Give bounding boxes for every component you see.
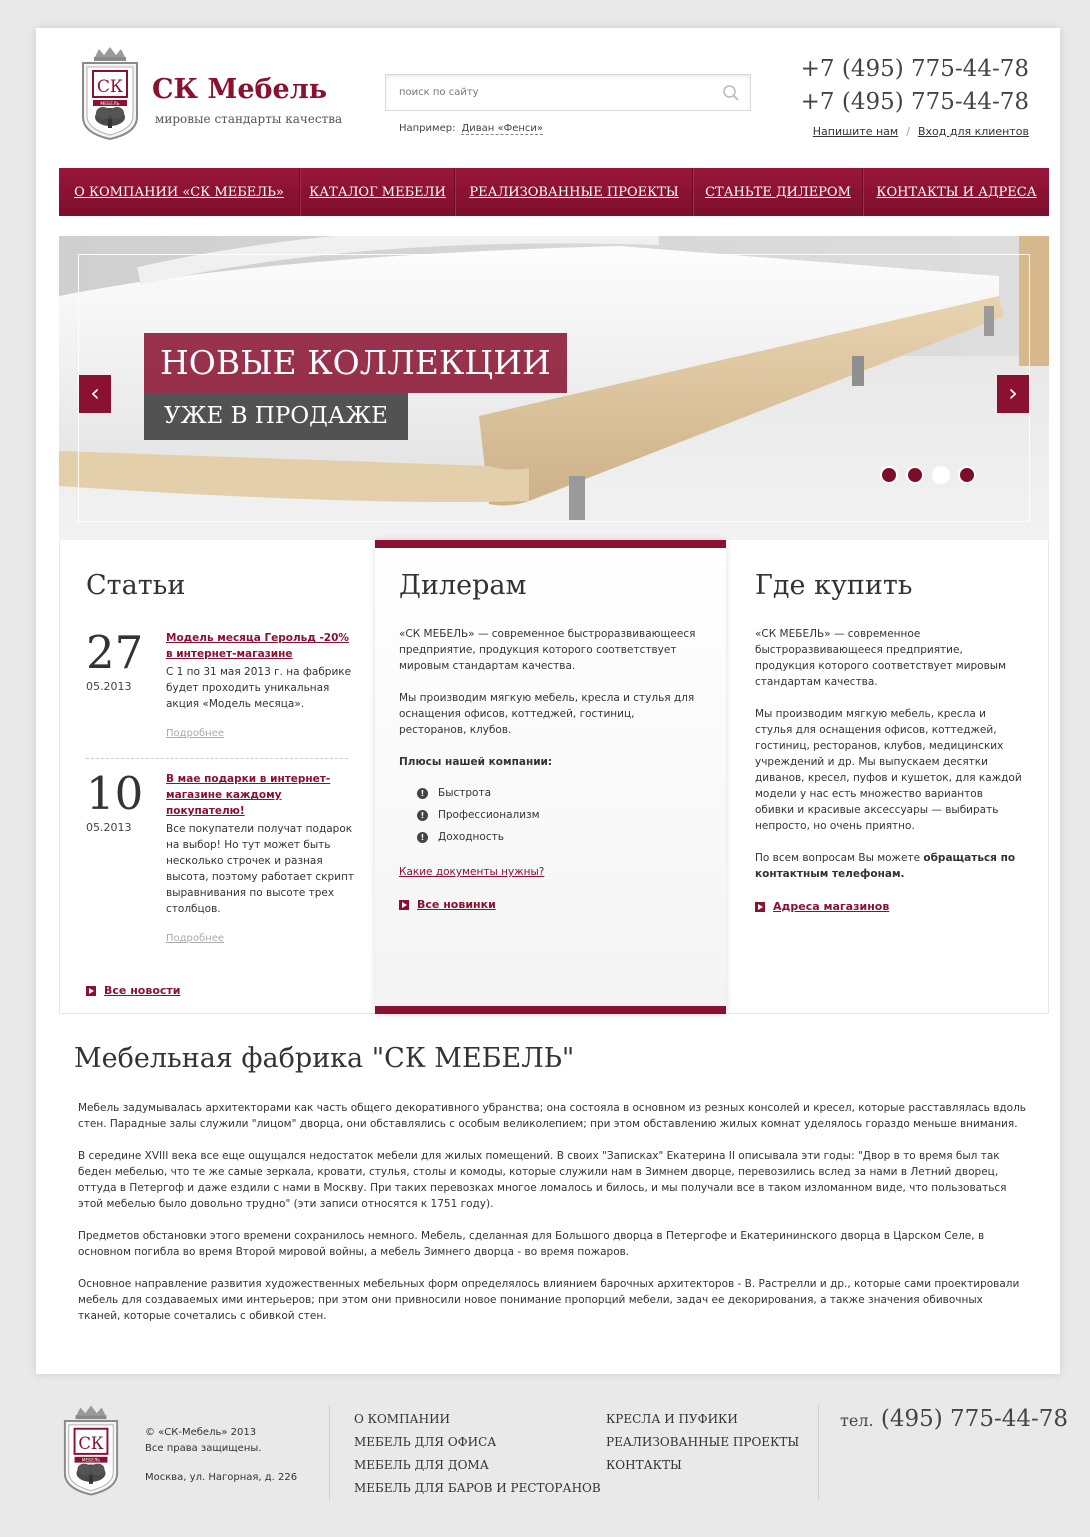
- exclamation-icon: !: [417, 832, 428, 843]
- arrow-right-icon: [755, 902, 765, 912]
- nav-item-contacts[interactable]: КОНТАКТЫ И АДРЕСА: [863, 168, 1049, 216]
- nav-item-catalog[interactable]: КАТАЛОГ МЕБЕЛИ: [300, 168, 455, 216]
- slide-title: НОВЫЕ КОЛЛЕКЦИИ: [144, 333, 567, 393]
- hero-slider: [59, 236, 1049, 540]
- header-phone-2: +7 (495) 775-44-78: [800, 89, 1029, 115]
- footer-phone: [840, 1406, 1068, 1432]
- footer-menu-item[interactable]: МЕБЕЛЬ ДЛЯ ДОМА: [354, 1458, 489, 1472]
- where-text-3-pre: По всем вопросам Вы можете: [755, 852, 924, 864]
- header-phone-1: +7 (495) 775-44-78: [800, 56, 1029, 82]
- where-text-2: Мы производим мягкую мебель, кресла и стулья для оснащения офисов, коттеджей, гостиниц, ресторанов, клубов, медицинских учреждений и др. Мы выпускаем десятки диванов, кресел, пуфов и кушеток, для каждой модели у нас есть множество вариантов обивки и красивые аксессуары — выбирать непросто, но очень приятно.: [755, 708, 1022, 832]
- header-links: [813, 125, 1029, 138]
- exclamation-icon: !: [417, 788, 428, 799]
- news-body: [166, 771, 356, 947]
- about-paragraph: Мебель задумывалась архитекторами как часть общего декоративного убранства; она состояла в основном из резных консолей и кресел, которые расставлялась вдоль стен. Парадные залы служили "лицом" дворца, они обставлялись с особым великолепием; при этом обставлению жилых комнат уделялось гораздо меньше внимания.: [78, 1102, 1026, 1130]
- news-more-link[interactable]: Подробнее: [166, 728, 225, 739]
- logo-badge-icon[interactable]: [79, 47, 141, 141]
- footer-logo-letters: СК: [78, 1434, 104, 1454]
- client-login-link[interactable]: Вход для клиентов: [917, 125, 1029, 138]
- where-text-1: «СК МЕБЕЛЬ» — современное быстроразвивающееся предприятие, продукция которого соответствует мировым стандартам качества.: [755, 628, 1007, 688]
- docs-link[interactable]: Какие документы нужны?: [399, 866, 545, 878]
- shop-addresses-link[interactable]: [755, 900, 1025, 913]
- plus-item: [399, 826, 699, 848]
- footer-menu-item[interactable]: РЕАЛИЗОВАННЫЕ ПРОЕКТЫ: [606, 1435, 800, 1449]
- all-news-label: Все новости: [104, 984, 181, 997]
- slider-dot-3[interactable]: [932, 466, 950, 484]
- copyright-text: © «СК-Мебель» 2013: [145, 1427, 257, 1438]
- nav-item-projects[interactable]: РЕАЛИЗОВАННЫЕ ПРОЕКТЫ: [455, 168, 693, 216]
- footer-menu-1: [354, 1412, 601, 1504]
- dealers-text-2: Мы производим мягкую мебель, кресла и стулья для оснащения офисов, коттеджей, гостиниц, ресторанов, клубов.: [399, 692, 695, 736]
- pluses-title: Плюсы нашей компании:: [399, 756, 553, 768]
- footer-address: Москва, ул. Нагорная, д. 226: [145, 1472, 298, 1483]
- news-date: 05.2013: [86, 821, 132, 834]
- slider-dot-2[interactable]: [906, 466, 924, 484]
- slider-dot-1[interactable]: [880, 466, 898, 484]
- news-date: 05.2013: [86, 680, 132, 693]
- search-input[interactable]: [386, 75, 706, 110]
- main-nav: [59, 168, 1049, 216]
- brand-tagline: мировые стандарты качества: [155, 112, 343, 126]
- news-divider: [86, 758, 348, 759]
- info-columns: [59, 540, 1049, 1014]
- news-title-link[interactable]: В мае подарки в интернет-магазине каждому покупателю!: [166, 773, 331, 817]
- page-container: [36, 28, 1060, 1374]
- rights-text: Все права защищены.: [145, 1443, 262, 1454]
- footer-menu-item[interactable]: О КОМПАНИИ: [354, 1412, 451, 1426]
- brand-name[interactable]: СК Мебель: [152, 74, 328, 105]
- slider-dots: [880, 466, 976, 484]
- pluses-list: [399, 782, 699, 848]
- news-day: 10: [86, 767, 144, 820]
- dealers-text-1: «СК МЕБЕЛЬ» — современное быстроразвивающееся предприятие, продукция которого соответствует мировым стандартам качества.: [399, 628, 696, 672]
- dealers-column: [375, 540, 726, 1014]
- arrow-right-icon: [86, 986, 96, 996]
- news-text: С 1 по 31 мая 2013 г. на фабрике будет проходить уникальная акция «Модель месяца».: [166, 666, 352, 710]
- news-item: [86, 626, 352, 740]
- where-heading: Где купить: [755, 570, 913, 601]
- all-new-items-label: Все новинки: [417, 898, 496, 911]
- slider-next-button[interactable]: ›: [997, 375, 1029, 413]
- search-example-label: Например:: [399, 123, 456, 134]
- about-paragraph: В середине XVIII века все еще ощущался недостаток мебели для жилых помещений. В своих "Записках" Екатерина II описывала эти годы: "Двор в то время был так беден мебелью, что те же самые зеркала, кровати, стулья, столы и комоды, которые служили нам в Зимнем дворце, перевозились вслед за нами в Летний дворец, оттуда в Петергоф и даже ездили с нами в Москву. При таких перевозках многое ломалось и билось, и мы получали все в таком изломанном виде, что пользоваться этой мебелью было довольно трудно" (эти записи относятся к 1751 году).: [78, 1150, 1007, 1210]
- write-us-link[interactable]: Напишите нам: [812, 125, 899, 138]
- news-more-link[interactable]: Подробнее: [166, 933, 225, 944]
- search-icon[interactable]: [722, 84, 740, 102]
- search-example-link[interactable]: Диван «Фенси»: [461, 123, 544, 134]
- footer-menu-item[interactable]: МЕБЕЛЬ ДЛЯ БАРОВ И РЕСТОРАНОВ: [354, 1481, 601, 1495]
- search-box: [385, 74, 751, 111]
- news-title-link[interactable]: Модель месяца Герольд -20% в интернет-магазине: [166, 632, 349, 660]
- footer-menu-item[interactable]: КОНТАКТЫ: [606, 1458, 682, 1472]
- all-news-link[interactable]: [86, 984, 180, 997]
- footer-copyright: [145, 1425, 261, 1457]
- exclamation-icon: !: [417, 810, 428, 821]
- logo-letters: СК: [96, 77, 124, 97]
- plus-item: [399, 804, 699, 826]
- slide-subtitle: УЖЕ В ПРОДАЖЕ: [144, 393, 408, 440]
- articles-heading: Статьи: [86, 570, 186, 601]
- footer-phone-prefix: тел.: [840, 1411, 874, 1430]
- footer-divider: [329, 1405, 330, 1500]
- search-example: [399, 123, 543, 134]
- footer-phone-number: (495) 775-44-78: [880, 1406, 1069, 1432]
- where-content: [755, 626, 1025, 913]
- slider-dot-4[interactable]: [958, 466, 976, 484]
- where-text-3-bold: обращаться по контактным телефонам.: [755, 852, 1016, 880]
- slider-prev-button[interactable]: ‹: [79, 375, 111, 413]
- about-paragraph: Предметов обстановки этого времени сохранилось немного. Мебель, сделанная для Большого дворца в Петергофе и Екатерининского дворца в Царском Селе, в основном погибла во время Второй мировой войны, а мебель Зимнего дворца - во время пожаров.: [78, 1230, 985, 1258]
- arrow-right-icon: [399, 900, 409, 910]
- news-day: 27: [86, 626, 144, 679]
- plus-label: Быстрота: [438, 787, 492, 799]
- where-text-3: [755, 850, 1025, 882]
- plus-item: [399, 782, 699, 804]
- footer-logo-ribbon: МЕБЕЛЬ: [81, 1458, 101, 1464]
- footer-menu-2: [606, 1412, 799, 1481]
- about-heading: Мебельная фабрика "СК МЕБЕЛЬ": [74, 1043, 575, 1074]
- all-new-items-link[interactable]: [399, 898, 699, 911]
- dealers-content: [399, 626, 699, 911]
- shop-addresses-label: Адреса магазинов: [773, 900, 890, 913]
- nav-item-dealer[interactable]: СТАНЬТЕ ДИЛЕРОМ: [693, 168, 863, 216]
- dealers-heading: Дилерам: [399, 570, 527, 601]
- about-paragraph: Основное направление развития художественных мебельных форм определялось влиянием барочных архитекторов - В. Растрелли и др., которые сами проектировали мебель для создаваемых ими интерьеров; при этом они привносили новое понимание пропорций мебели, задач ее декорирования, а также значения обивочных тканей, которые сочетались с обивкой стен.: [78, 1278, 1020, 1322]
- footer-menu-item[interactable]: КРЕСЛА И ПУФИКИ: [606, 1412, 738, 1426]
- logo-ribbon: МЕБЕЛЬ: [100, 102, 120, 107]
- news-body: [166, 630, 356, 742]
- plus-label: Доходность: [438, 831, 504, 843]
- nav-item-about[interactable]: О КОМПАНИИ «СК МЕБЕЛЬ»: [59, 168, 300, 216]
- news-text: Все покупатели получат подарок на выбор! Но тут может быть несколько строчек и разная высота, поэтому работает скрипт выравнивания по высоте трех столбцов.: [166, 823, 355, 915]
- header-links-separator: /: [906, 125, 910, 138]
- footer-menu-item[interactable]: МЕБЕЛЬ ДЛЯ ОФИСА: [354, 1435, 497, 1449]
- plus-label: Профессионализм: [438, 809, 540, 821]
- news-item: [86, 767, 355, 944]
- footer-divider: [818, 1405, 819, 1500]
- footer-logo-icon[interactable]: [61, 1405, 121, 1497]
